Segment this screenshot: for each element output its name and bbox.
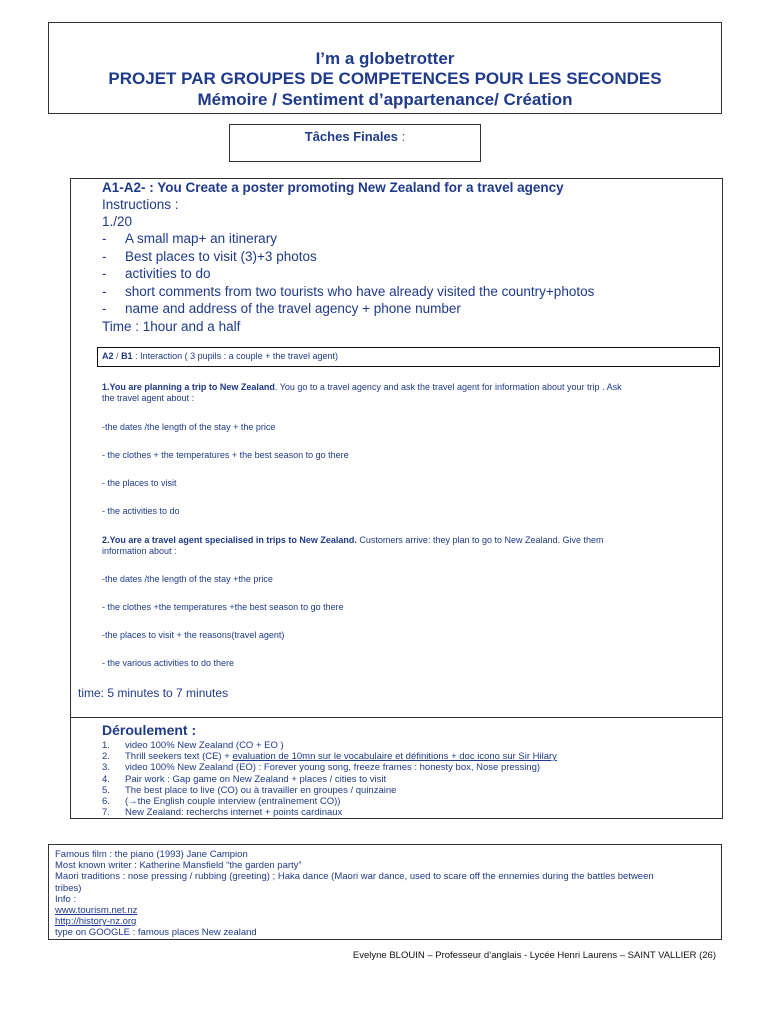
writer-line: Most known writer : Katherine Mansfield “the garden party” <box>55 860 302 872</box>
list-item: - short comments from two tourists who have already visited the country+photos <box>102 283 595 299</box>
taches-finales-label: Tâches Finales <box>304 129 398 144</box>
title-line-1: I’m a globetrotter <box>315 49 455 68</box>
evaluation-link[interactable]: evaluation de 10mn sur le vocabulaire et définitions + doc icono sur Sir Hilary <box>232 751 557 763</box>
a2-label: A2 <box>102 351 114 361</box>
instructions-label: Instructions : <box>102 197 179 212</box>
google-line: type on GOOGLE : famous places New zealand <box>55 927 257 939</box>
time-line: time: 5 minutes to 7 minutes <box>78 686 229 700</box>
a1-time: Time : 1hour and a half <box>102 319 241 334</box>
list-item: 7. New Zealand: recherchs internet + points cardinaux <box>102 807 343 819</box>
title-box <box>48 22 722 114</box>
list-item: 4. Pair work : Gap game on New Zealand + places / cities to visit <box>102 773 387 785</box>
deroulement-list <box>102 740 557 818</box>
part2-bold: 2.You are a travel agent specialised in trips to New Zealand. <box>102 535 357 545</box>
list-item: 6. (→the English couple interview (entraînement CO)) <box>102 795 341 807</box>
list-item: -the places to visit + the reasons(travel agent) <box>102 630 285 640</box>
title-line-3: Mémoire / Sentiment d’appartenance/ Création <box>197 90 573 109</box>
list-item: - the clothes + the temperatures + the best season to go there <box>102 450 349 460</box>
taches-finales-colon: : <box>401 129 406 144</box>
interaction-text: : Interaction ( 3 pupils : a couple + the travel agent) <box>135 351 338 361</box>
history-link[interactable]: http://history-nz.org <box>55 916 137 928</box>
deroulement-heading: Déroulement : <box>102 722 197 738</box>
maori-line: Maori traditions : nose pressing / rubbing (greeting) ; Haka dance (Maori war dance, used to scare off the ennemies during the battles between <box>55 871 654 883</box>
maori-line-cont: tribes) <box>55 882 82 894</box>
info-label: Info : <box>55 893 77 905</box>
part1-intro: 1.You are planning a trip to New Zealand. You go to a travel agency and ask the travel agent for information about your trip . Ask <box>102 382 622 392</box>
author-signature: Evelyne BLOUIN – Professeur d’anglais - Lycée Henri Laurens – SAINT VALLIER (26) <box>352 950 716 961</box>
interaction-header <box>97 347 720 367</box>
list-item: 1. video 100% New Zealand (CO + EO ) <box>102 740 284 751</box>
a1-heading: A1-A2- : You Create a poster promoting New Zealand for a travel agency <box>102 180 564 195</box>
taches-finales-box <box>229 124 481 162</box>
list-item: -the dates /the length of the stay +the price <box>102 574 273 584</box>
part2-intro-line2: information about : <box>102 546 177 556</box>
list-item: - activities to do <box>102 266 211 282</box>
list-item: - the various activities to do there <box>102 658 235 668</box>
a1-bullet-list <box>102 230 594 318</box>
list-item: - the places to visit <box>102 478 177 488</box>
tourism-link[interactable]: www.tourism.net.nz <box>55 905 138 917</box>
list-item: 3. video 100% New Zealand (EO) : Forever young song, freeze frames : honesty box, Nose pressing) <box>102 762 541 774</box>
part1-bold: 1.You are planning a trip to New Zealand <box>102 382 275 392</box>
list-item: 2. Thrill seekers text (CE) + evaluation de 10mn sur le vocabulaire et définitions + doc icono sur Sir Hilary <box>102 751 557 763</box>
part2-intro: 2.You are a travel agent specialised in trips to New Zealand. Customers arrive: they plan to go to New Zealand. Give them <box>102 535 604 545</box>
title-line-2: PROJET PAR GROUPES DE COMPETENCES POUR LES SECONDES <box>108 69 662 88</box>
info-box <box>48 844 722 940</box>
list-item: - the activities to do <box>102 506 180 516</box>
b1-label: B1 <box>121 351 133 361</box>
part1-intro-line2: the travel agent about : <box>102 393 195 403</box>
separator: / <box>116 351 119 361</box>
list-item: - name and address of the travel agency + phone number <box>102 301 461 317</box>
list-item: 5. The best place to live (CO) ou à travailler en groupes / quinzaine <box>102 784 397 796</box>
list-item: - Best places to visit (3)+3 photos <box>102 248 317 264</box>
film-line: Famous film : the piano (1993) Jane Campion <box>55 849 248 860</box>
score-label: 1./20 <box>102 214 133 229</box>
section-divider <box>70 717 723 718</box>
list-item: - A small map+ an itinerary <box>102 231 277 246</box>
list-item: -the dates /the length of the stay + the price <box>102 422 276 432</box>
list-item: - the clothes +the temperatures +the best season to go there <box>102 602 344 612</box>
